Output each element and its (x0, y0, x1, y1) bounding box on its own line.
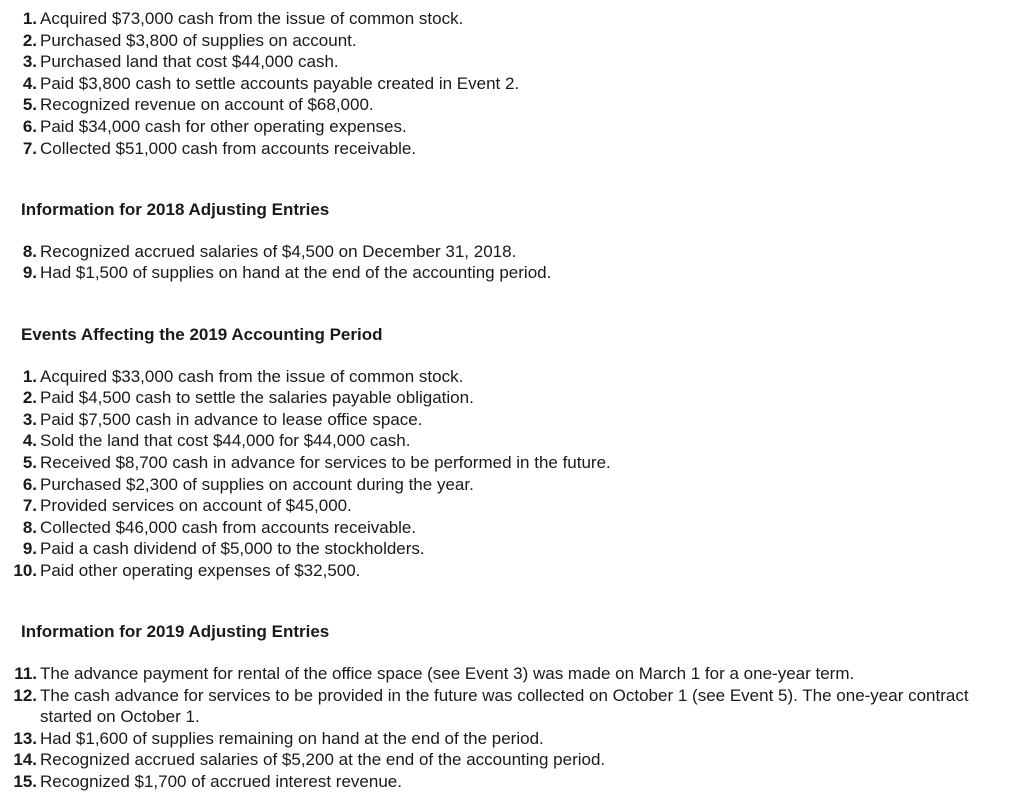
item-number: 10. (13, 560, 37, 580)
item-text: Provided services on account of $45,000. (40, 496, 352, 516)
item-text: Collected $46,000 cash from accounts receivable. (40, 517, 417, 537)
item-text: Purchased $3,800 of supplies on account. (40, 30, 357, 50)
item-number: 5. (22, 95, 37, 115)
adjusting-2018-heading: Information for 2018 Adjusting Entries (21, 200, 330, 220)
list-item (0, 73, 1024, 95)
document (0, 8, 1024, 793)
list-item (0, 452, 1024, 474)
item-text: Paid other operating expenses of $32,500. (40, 560, 361, 580)
item-number: 1. (22, 366, 37, 386)
item-number: 8. (22, 241, 37, 261)
item-text: Recognized accrued salaries of $4,500 on December 31, 2018. (40, 241, 517, 261)
events-2019-list (0, 366, 1024, 582)
list-item (0, 241, 1024, 263)
item-text: Recognized $1,700 of accrued interest revenue. (40, 772, 402, 792)
item-text: Had $1,500 of supplies on hand at the end of the accounting period. (40, 263, 552, 283)
list-item (0, 430, 1024, 452)
item-number: 12. (13, 685, 37, 705)
item-number: 6. (22, 116, 37, 136)
list-item (0, 409, 1024, 431)
item-number: 8. (22, 517, 37, 537)
item-text: Purchased land that cost $44,000 cash. (40, 52, 339, 72)
list-item (0, 728, 1024, 750)
list-item (0, 771, 1024, 793)
spacer (0, 346, 1024, 366)
item-text: The advance payment for rental of the office space (see Event 3) was made on March 1 for a one-year term. (40, 664, 855, 684)
list-item (0, 8, 1024, 30)
list-item (0, 685, 1024, 728)
item-number: 9. (22, 539, 37, 559)
item-text: Acquired $73,000 cash from the issue of common stock. (40, 9, 464, 28)
list-item (0, 116, 1024, 138)
list-item (0, 366, 1024, 388)
list-item (0, 560, 1024, 582)
item-number: 2. (22, 388, 37, 408)
events-2019-heading: Events Affecting the 2019 Accounting Period (21, 324, 383, 344)
item-number: 7. (22, 138, 37, 158)
list-item (0, 474, 1024, 496)
item-number: 5. (22, 452, 37, 472)
item-text: Received $8,700 cash in advance for services to be performed in the future. (40, 452, 611, 472)
item-number: 9. (22, 263, 37, 283)
spacer (0, 159, 1024, 199)
item-number: 3. (22, 409, 37, 429)
item-number: 4. (22, 431, 37, 451)
item-text: Acquired $33,000 cash from the issue of common stock. (40, 366, 464, 386)
item-number: 4. (22, 73, 37, 93)
spacer (0, 221, 1024, 241)
list-item (0, 138, 1024, 160)
item-text: Sold the land that cost $44,000 for $44,000 cash. (40, 431, 411, 451)
list-item (0, 30, 1024, 52)
item-number: 11. (14, 664, 37, 684)
list-item (0, 538, 1024, 560)
adjusting-2019-list (0, 663, 1024, 793)
spacer (0, 643, 1024, 663)
item-number: 2. (22, 30, 37, 50)
item-text: Had $1,600 of supplies remaining on hand at the end of the period. (40, 728, 544, 748)
adjusting-2018-list (0, 241, 1024, 284)
item-text: Paid $7,500 cash in advance to lease office space. (40, 409, 423, 429)
item-number: 7. (22, 496, 37, 516)
adjusting-2019-heading: Information for 2019 Adjusting Entries (21, 622, 330, 642)
list-item (0, 663, 1024, 685)
item-number: 1. (22, 9, 37, 28)
item-text: Purchased $2,300 of supplies on account during the year. (40, 474, 474, 494)
item-number: 3. (22, 52, 37, 72)
item-text: Recognized accrued salaries of $5,200 at the end of the accounting period. (40, 750, 606, 770)
list-item (0, 262, 1024, 284)
list-item (0, 495, 1024, 517)
list-item (0, 94, 1024, 116)
list-item (0, 51, 1024, 73)
item-text: Paid $3,800 cash to settle accounts payable created in Event 2. (40, 73, 520, 93)
events-2018-list (0, 8, 1024, 159)
item-text: The cash advance for services to be provided in the future was collected on October 1 (see Event 5). The one-year contract started on October 1. (40, 685, 969, 727)
spacer (0, 581, 1024, 621)
spacer (0, 284, 1024, 324)
item-text: Paid $34,000 cash for other operating expenses. (40, 116, 407, 136)
item-text: Paid $4,500 cash to settle the salaries payable obligation. (40, 388, 474, 408)
item-text: Paid a cash dividend of $5,000 to the stockholders. (40, 539, 425, 559)
item-text: Collected $51,000 cash from accounts receivable. (40, 138, 417, 158)
item-text: Recognized revenue on account of $68,000. (40, 95, 374, 115)
item-number: 6. (22, 474, 37, 494)
item-number: 14. (13, 750, 37, 770)
list-item (0, 387, 1024, 409)
item-number: 15. (13, 772, 37, 792)
list-item (0, 517, 1024, 539)
item-number: 13. (13, 728, 37, 748)
list-item (0, 749, 1024, 771)
